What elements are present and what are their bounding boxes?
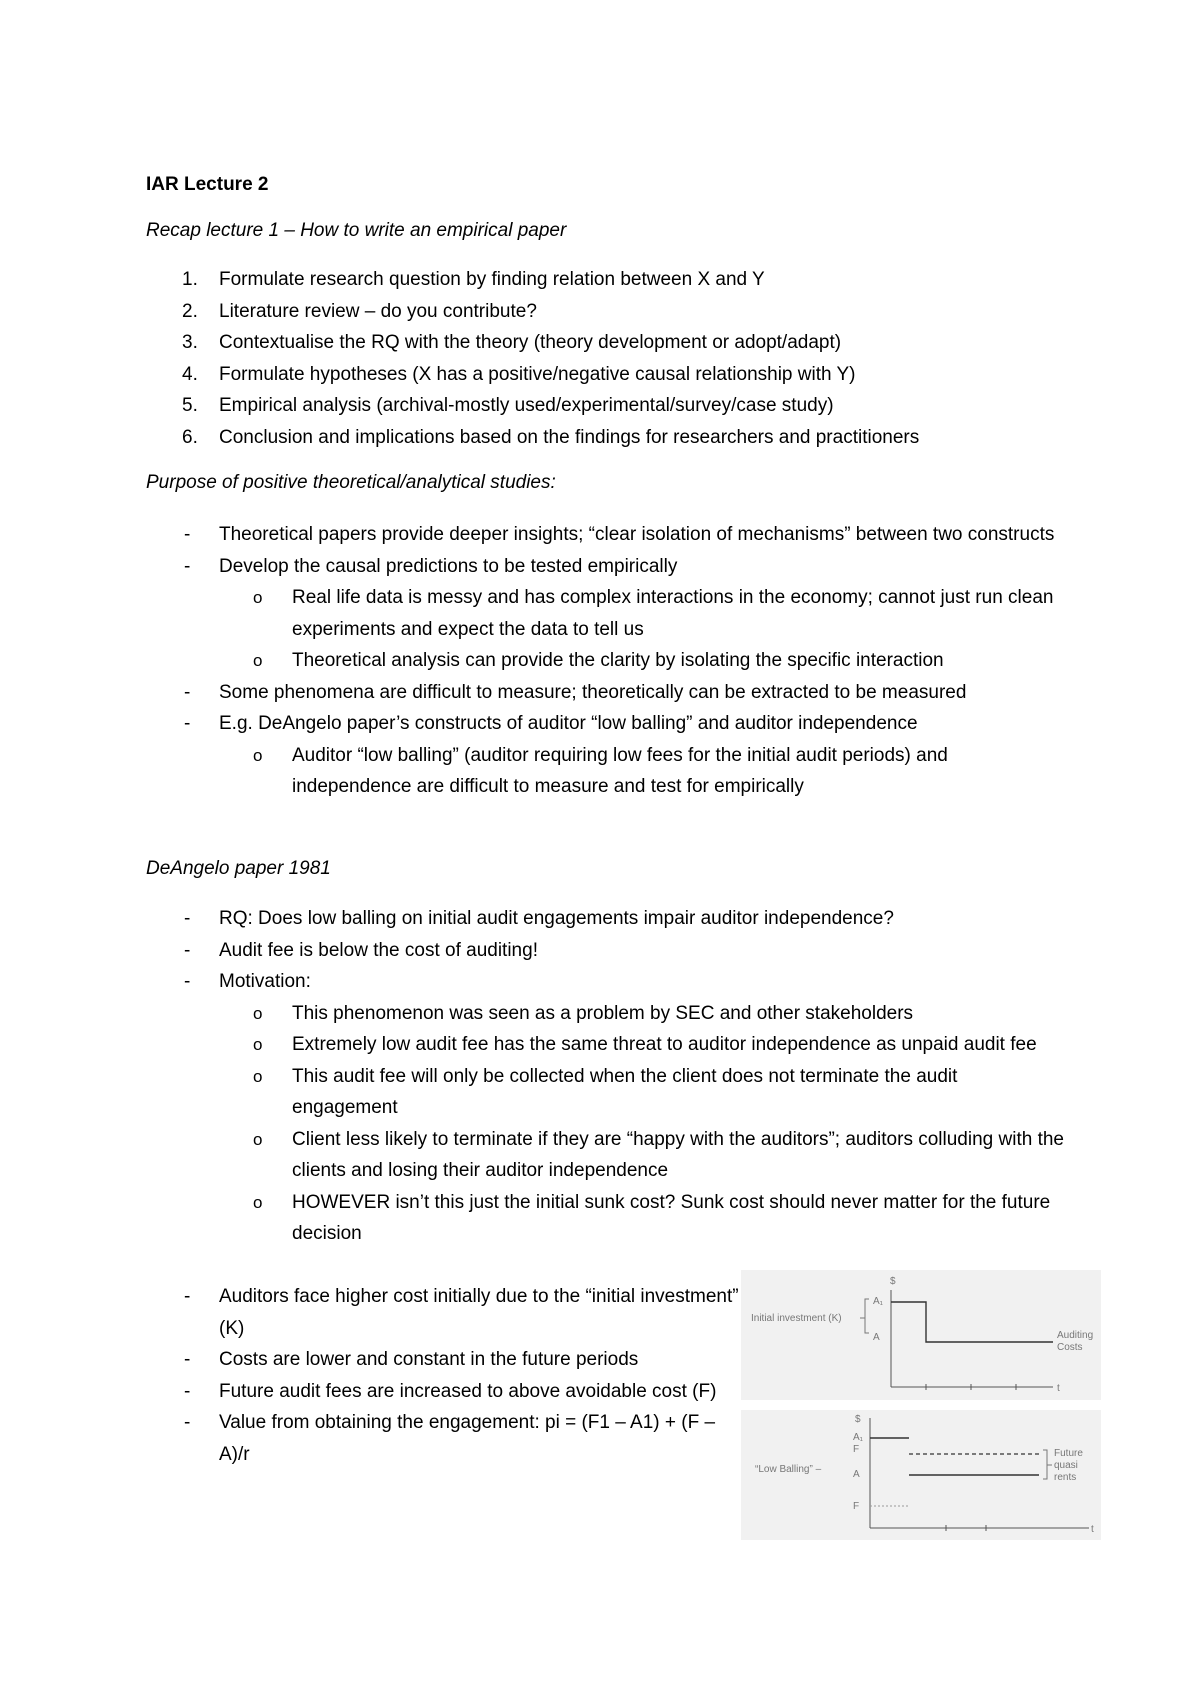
purpose-heading: Purpose of positive theoretical/analytical studies: [146, 472, 556, 493]
sub-list-item [219, 740, 1067, 803]
purpose-list [146, 519, 1066, 803]
list-number: 1. [182, 269, 198, 290]
list-item-text: This audit fee will only be collected when the client does not terminate the audit engagement [292, 1065, 958, 1118]
dash-marker: - [184, 555, 191, 577]
auditing-costs-label-2: Costs [1057, 1342, 1083, 1353]
bullet-marker: o [253, 1129, 263, 1149]
list-item-text: Audit fee is below the cost of auditing! [219, 939, 538, 961]
list-number: 6. [182, 426, 198, 448]
list-item [146, 551, 1066, 677]
dash-marker: - [184, 1380, 191, 1402]
list-item [146, 519, 1066, 551]
list-item-text: Auditor “low balling” (auditor requiring low fees for the initial audit periods) and independence are difficult to measure and test for empirically [292, 744, 948, 797]
list-item-text: RQ: Does low balling on initial audit engagements impair auditor independence? [219, 908, 894, 929]
list-item-text: Costs are lower and constant in the future periods [219, 1349, 639, 1370]
sub-list-item [219, 1187, 1066, 1250]
sub-list-item [219, 1124, 1066, 1187]
bracket-icon [1043, 1450, 1052, 1479]
f-label: F [853, 1501, 860, 1512]
list-item-text: Value from obtaining the engagement: pi = (F1 – A1) + (F – A)/r [219, 1412, 716, 1465]
list-number: 4. [182, 363, 198, 385]
list-item-text: Theoretical papers provide deeper insights; “clear isolation of mechanisms” between two constructs [219, 524, 1055, 545]
dash-marker: - [184, 524, 191, 545]
list-number: 5. [182, 395, 198, 416]
list-item-text: Future audit fees are increased to above avoidable cost (F) [219, 1380, 717, 1402]
a1-label: A₁ [853, 1432, 864, 1443]
cost-list [146, 1281, 746, 1470]
list-number: 2. [182, 300, 198, 322]
list-item [146, 390, 919, 422]
y-axis-label: $ [855, 1414, 861, 1425]
sub-list [219, 740, 1066, 803]
list-item [146, 677, 1066, 709]
list-item [146, 966, 1066, 1250]
y-axis-label: $ [890, 1276, 896, 1287]
sub-list-item [219, 998, 1066, 1030]
list-item [146, 296, 919, 328]
dash-marker: - [184, 908, 191, 929]
level-low-label: A [873, 1332, 880, 1343]
list-item [146, 1376, 746, 1408]
sub-list-item [219, 582, 1067, 645]
list-item-text: Motivation: [219, 971, 311, 992]
dash-marker: - [184, 681, 191, 703]
list-item-text: This phenomenon was seen as a problem by SEC and other stakeholders [292, 1002, 914, 1024]
low-balling-label: “Low Balling” – [755, 1464, 822, 1475]
list-item-text: Contextualise the RQ with the theory (theory development or adopt/adapt) [219, 332, 842, 353]
bullet-marker: o [253, 745, 263, 765]
list-item-text: Formulate hypotheses (X has a positive/negative causal relationship with Y) [219, 363, 856, 385]
list-item-text: Formulate research question by finding relation between X and Y [219, 269, 765, 290]
deangelo-list [146, 903, 1066, 1250]
future-quasi-rents-label-2: quasi [1054, 1460, 1078, 1471]
bullet-marker: o [253, 1003, 263, 1023]
list-item [146, 708, 1066, 803]
list-item-text: HOWEVER isn’t this just the initial sunk cost? Sunk cost should never matter for the future decision [292, 1191, 1051, 1244]
initial-investment-label: Initial investment (K) [751, 1313, 842, 1324]
bullet-marker: o [253, 651, 263, 670]
list-item [146, 1407, 746, 1470]
list-number: 3. [182, 332, 198, 353]
x-axis-label: t [1091, 1524, 1094, 1535]
dash-marker: - [184, 1349, 191, 1370]
a-label: A [853, 1469, 860, 1480]
recap-steps-list [146, 264, 919, 453]
dash-marker: - [184, 971, 191, 992]
list-item [146, 1281, 746, 1344]
list-item [146, 903, 1066, 935]
sub-list-item [219, 1061, 1066, 1124]
list-item-text: Real life data is messy and has complex interactions in the economy; cannot just run clean experiments and expect the data to tell us [292, 587, 1054, 640]
dash-marker: - [184, 713, 191, 734]
sub-list-item [219, 1029, 1066, 1061]
list-item-text: Literature review – do you contribute? [219, 300, 537, 322]
future-quasi-rents-label-3: rents [1054, 1472, 1077, 1483]
sub-list-item [219, 645, 1067, 677]
bracket-icon [860, 1299, 869, 1333]
list-item-text: Develop the causal predictions to be tested empirically [219, 555, 678, 577]
f1-label: F [853, 1444, 860, 1455]
recap-heading: Recap lecture 1 – How to write an empirical paper [146, 220, 567, 241]
dash-marker: - [184, 1286, 191, 1307]
x-axis-label: t [1057, 1383, 1060, 1394]
deangelo-heading: DeAngelo paper 1981 [146, 858, 331, 879]
bullet-marker: o [253, 1035, 263, 1054]
list-item [146, 935, 1066, 967]
future-quasi-rents-label-1: Future [1054, 1448, 1083, 1459]
cost-curve [891, 1302, 1053, 1342]
low-balling-diagram [741, 1410, 1101, 1540]
list-item-text: E.g. DeAngelo paper’s constructs of auditor “low balling” and auditor independence [219, 713, 918, 734]
auditing-costs-diagram [741, 1270, 1101, 1400]
list-item [146, 422, 919, 454]
list-item-text: Conclusion and implications based on the findings for researchers and practitioners [219, 426, 920, 448]
page-title: IAR Lecture 2 [146, 174, 269, 195]
bullet-marker: o [253, 1192, 263, 1212]
sub-list [219, 582, 1066, 677]
dash-marker: - [184, 939, 191, 961]
list-item [146, 359, 919, 391]
list-item-text: Auditors face higher cost initially due to the “initial investment” (K) [219, 1286, 739, 1339]
list-item [146, 1344, 746, 1376]
list-item-text: Extremely low audit fee has the same threat to auditor independence as unpaid audit fee [292, 1034, 1037, 1055]
dash-marker: - [184, 1412, 191, 1433]
list-item-text: Theoretical analysis can provide the clarity by isolating the specific interaction [292, 650, 944, 671]
list-item-text: Some phenomena are difficult to measure; theoretically can be extracted to be measured [219, 681, 967, 703]
level-high-label: A₁ [873, 1296, 884, 1307]
auditing-costs-figure [741, 1270, 1101, 1400]
list-item-text: Client less likely to terminate if they are “happy with the auditors”; auditors colluding with the clients and losing their auditor independence [292, 1128, 1064, 1181]
list-item [146, 264, 919, 296]
list-item-text: Empirical analysis (archival-mostly used/experimental/survey/case study) [219, 395, 834, 416]
auditing-costs-label-1: Auditing [1057, 1330, 1094, 1341]
bullet-marker: o [253, 1066, 263, 1086]
list-item [146, 327, 919, 359]
sub-list [219, 998, 1066, 1250]
bullet-marker: o [253, 588, 263, 607]
low-balling-figure [741, 1410, 1101, 1540]
